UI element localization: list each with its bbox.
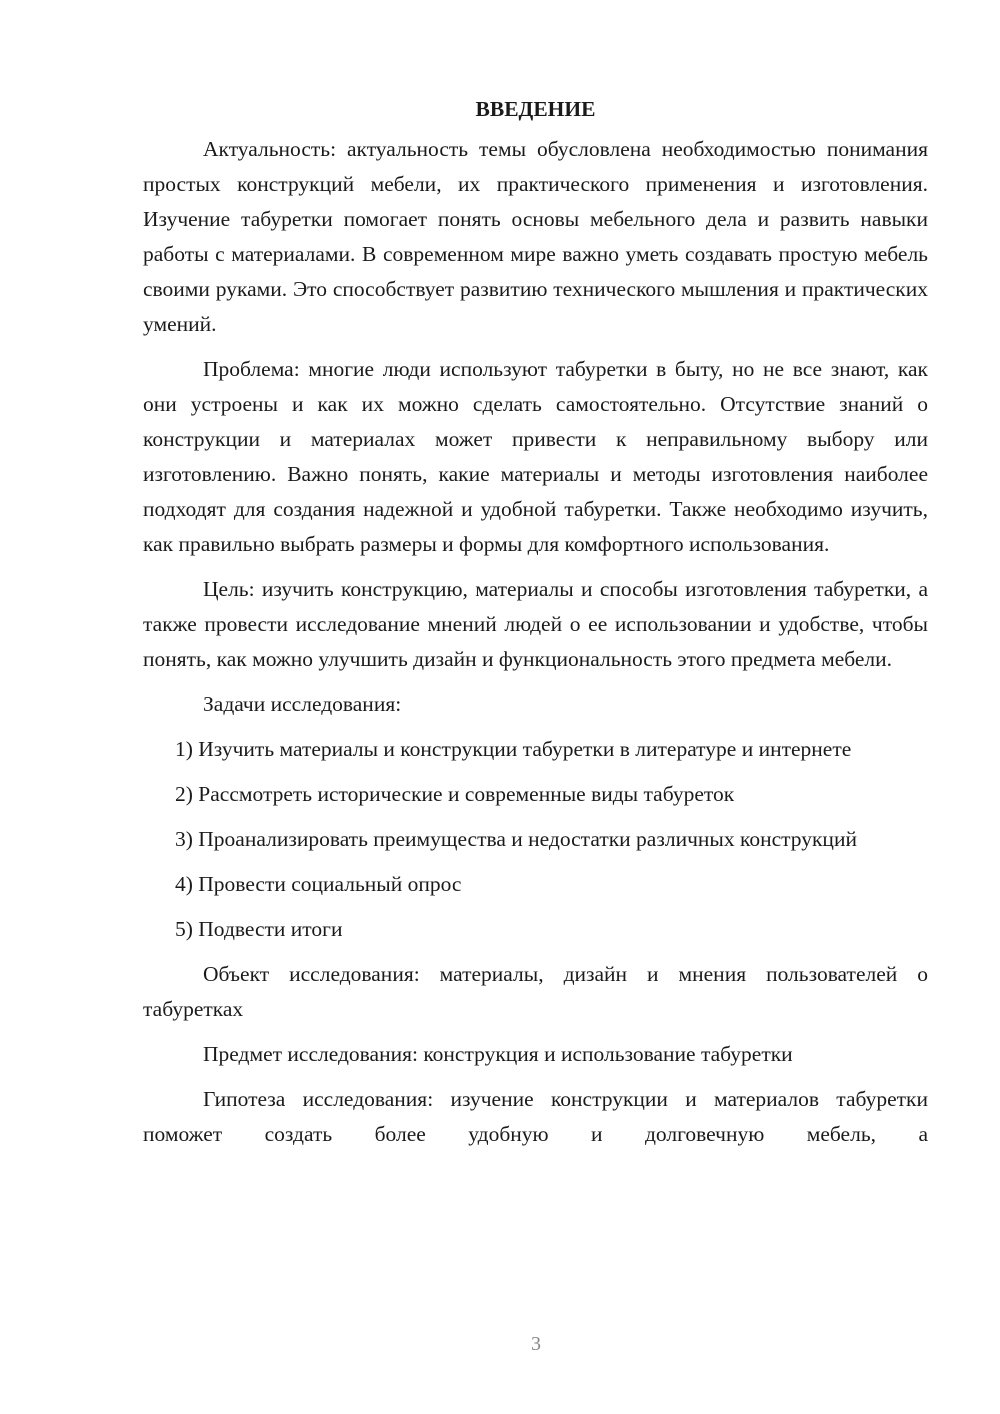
- task-item-1: 1) Изучить материалы и конструкции табуретки в литературе и интернете: [175, 737, 852, 761]
- page-number: 3: [531, 1333, 541, 1355]
- tasks-heading: Задачи исследования:: [203, 692, 402, 716]
- hypothesis-paragraph: Гипотеза исследования: изучение конструкции и материалов табуретки поможет создать более удобную и долговечную мебель, а: [143, 1087, 928, 1146]
- relevance-paragraph: Актуальность: актуальность темы обусловлена необходимостью понимания простых конструкций мебели, их практического применения и изготовления. Изучение табуретки помогает понять основы мебельного дела и развить навыки работы с материалами. В современном мире важно уметь создавать простую мебель своими руками. Это способствует развитию технического мышления и практических умений.: [143, 137, 928, 336]
- document-page: [143, 92, 928, 1162]
- page-title: ВВЕДЕНИЕ: [475, 97, 596, 121]
- problem-paragraph: Проблема: многие люди используют табуретки в быту, но не все знают, как они устроены и как их можно сделать самостоятельно. Отсутствие знаний о конструкции и материалах может привести к неправильному выбору или изготовлению. Важно понять, какие материалы и методы изготовления наиболее подходят для создания надежной и удобной табуретки. Также необходимо изучить, как правильно выбрать размеры и формы для комфортного использования.: [143, 357, 928, 556]
- task-item-3: 3) Проанализировать преимущества и недостатки различных конструкций: [175, 827, 857, 851]
- task-item-5: 5) Подвести итоги: [175, 917, 343, 941]
- goal-paragraph: Цель: изучить конструкцию, материалы и способы изготовления табуретки, а также провести исследование мнений людей о ее использовании и удобстве, чтобы понять, как можно улучшить дизайн и функциональность этого предмета мебели.: [143, 577, 928, 671]
- task-item-2: 2) Рассмотреть исторические и современные виды табуреток: [175, 782, 735, 806]
- subject-paragraph: Предмет исследования: конструкция и использование табуретки: [203, 1042, 793, 1066]
- object-paragraph: Объект исследования: материалы, дизайн и мнения пользователей о табуретках: [143, 962, 928, 1021]
- task-item-4: 4) Провести социальный опрос: [175, 872, 462, 896]
